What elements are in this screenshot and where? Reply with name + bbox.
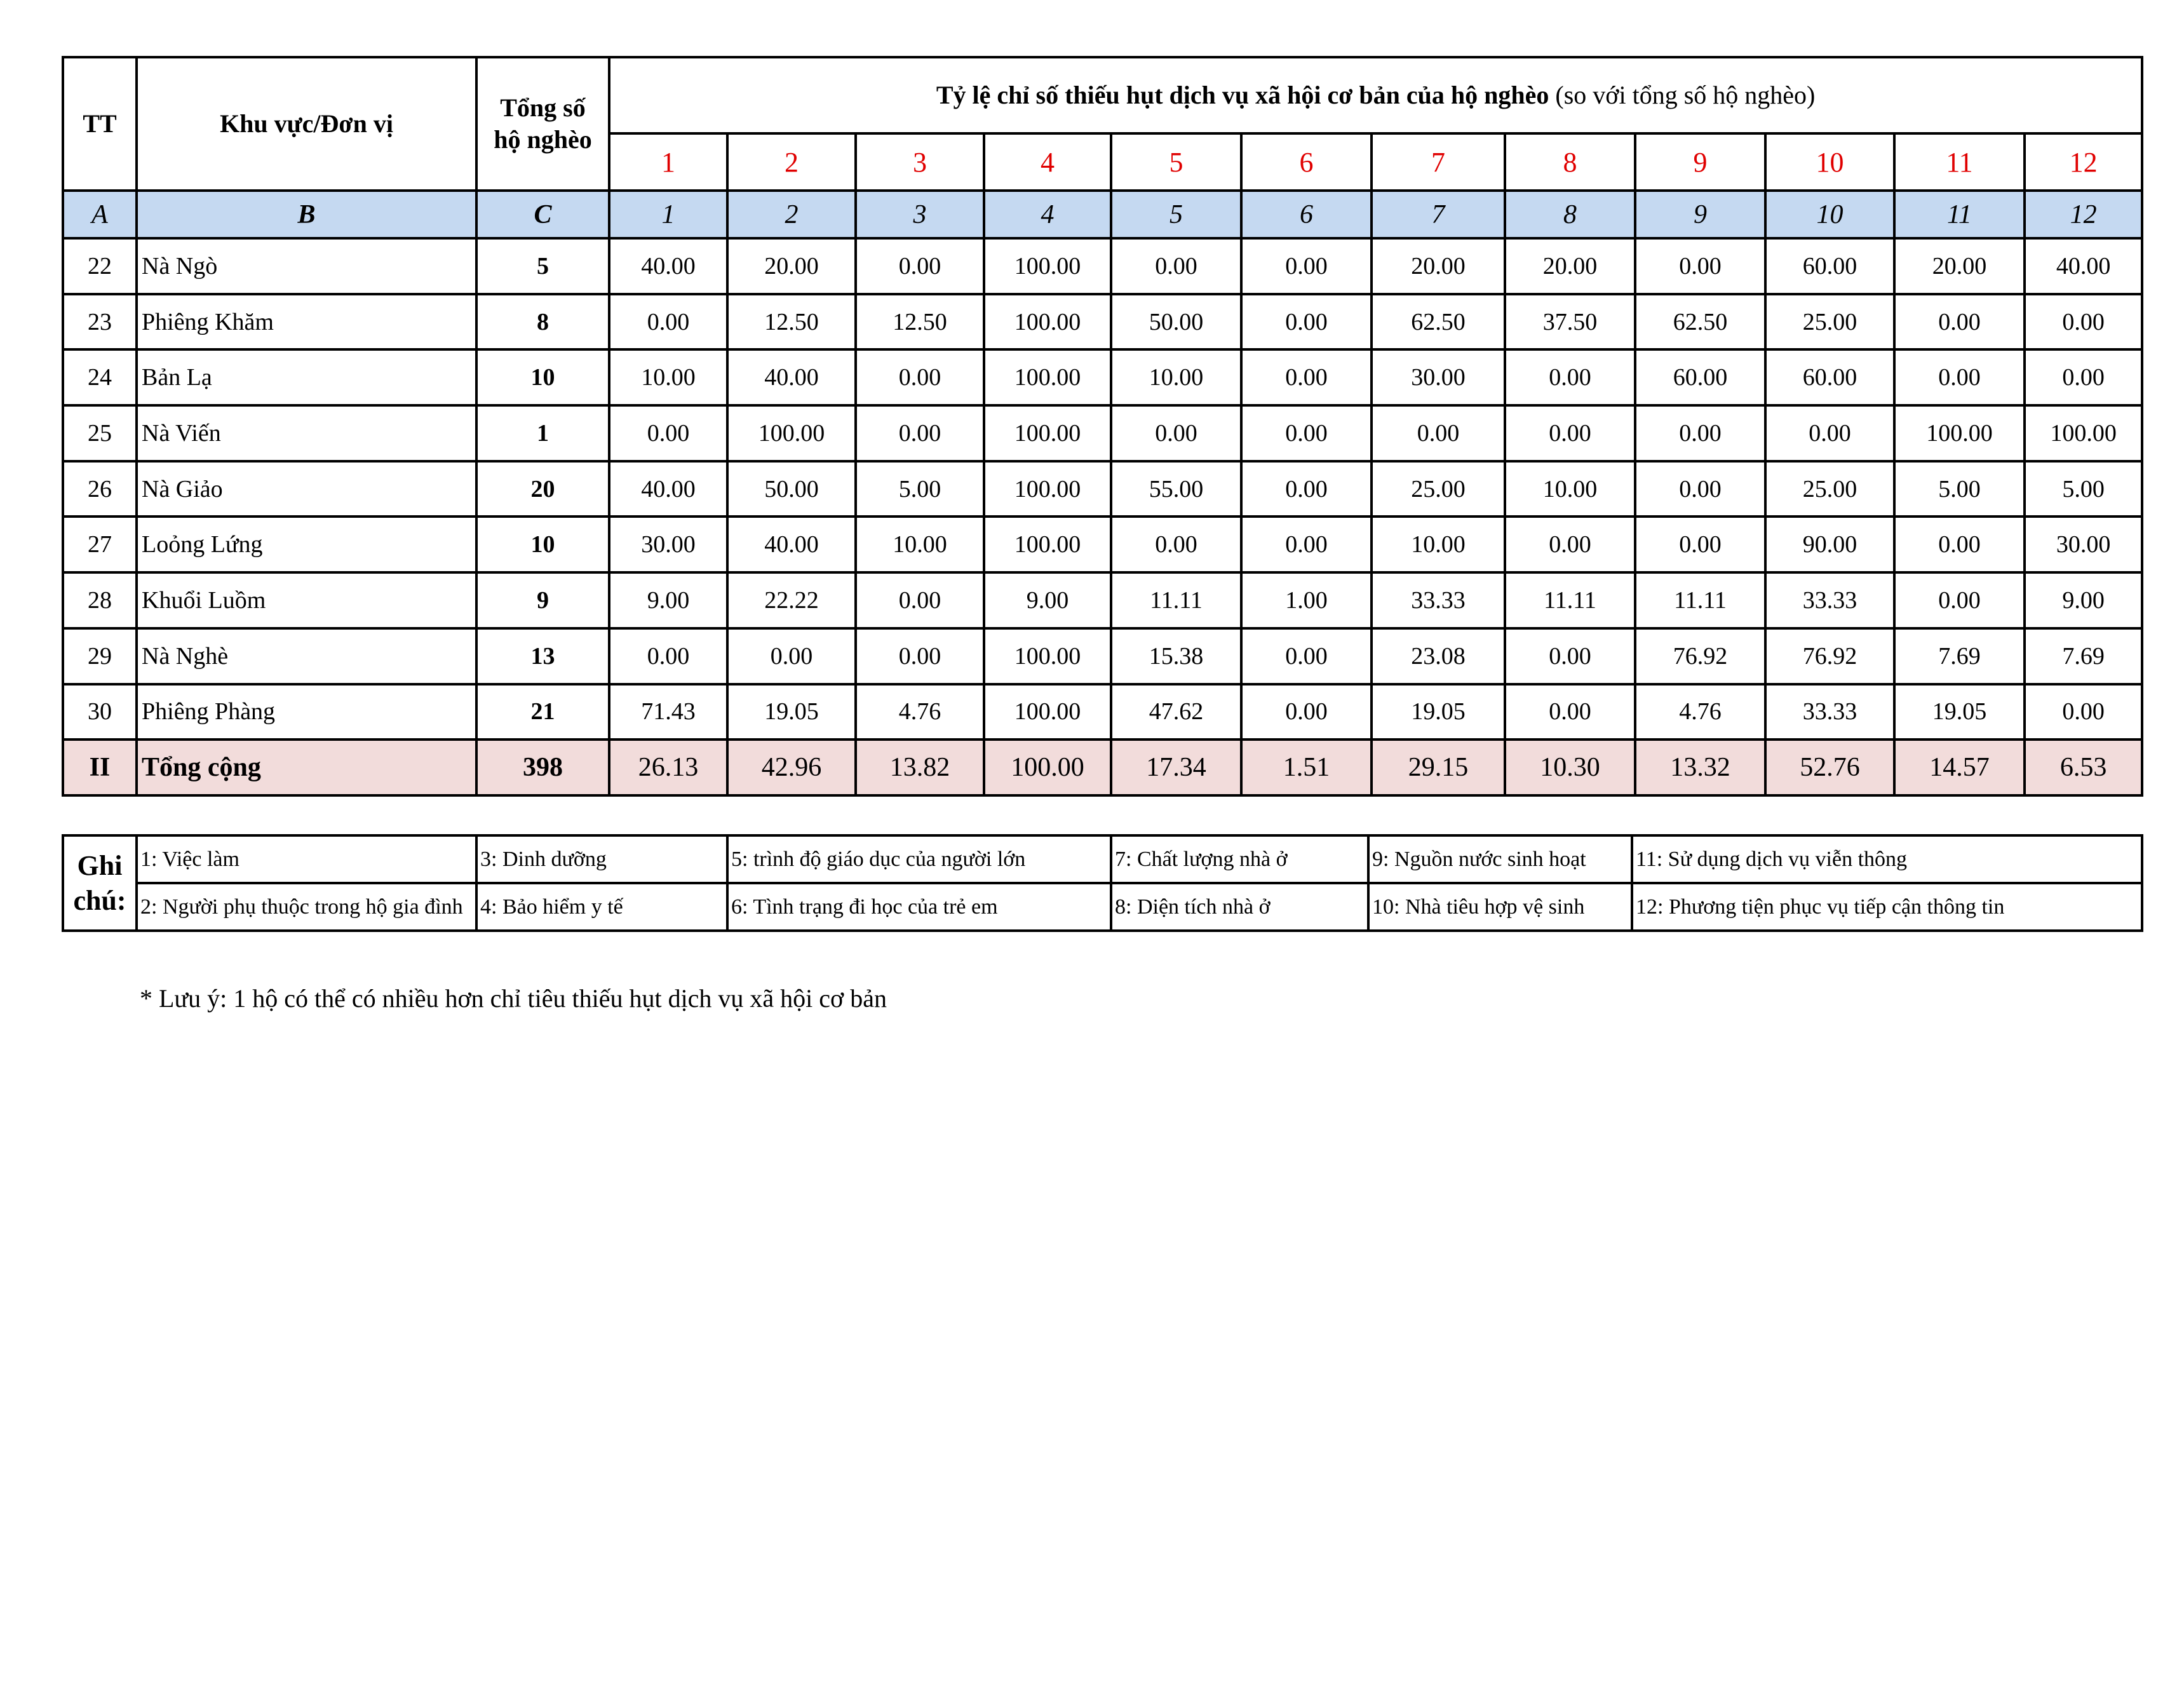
row-value-7: 0.00 <box>1372 405 1505 461</box>
row-value-5: 17.34 <box>1111 739 1241 795</box>
note-item: 5: trình độ giáo dục của người lớn <box>727 835 1111 883</box>
row-value-2: 40.00 <box>727 517 856 572</box>
table-row <box>63 238 2142 294</box>
row-value-6: 0.00 <box>1241 294 1372 350</box>
row-value-4: 100.00 <box>984 405 1111 461</box>
row-value-6: 0.00 <box>1241 461 1372 517</box>
table-row <box>63 684 2142 740</box>
indicator-number: 4 <box>984 133 1111 191</box>
row-value-9: 0.00 <box>1635 517 1765 572</box>
row-value-9: 0.00 <box>1635 405 1765 461</box>
row-total-households: 398 <box>476 739 609 795</box>
group-title-normal: (so với tổng số hộ nghèo) <box>1549 81 1816 109</box>
row-value-12: 40.00 <box>2025 238 2142 294</box>
row-value-5: 10.00 <box>1111 349 1241 405</box>
note-item: 12: Phương tiện phục vụ tiếp cận thông tin <box>1632 883 2142 931</box>
row-value-6: 0.00 <box>1241 349 1372 405</box>
row-value-12: 30.00 <box>2025 517 2142 572</box>
row-value-6: 1.51 <box>1241 739 1372 795</box>
row-value-2: 22.22 <box>727 572 856 628</box>
row-tt: 24 <box>63 349 137 405</box>
indicator-number: 1 <box>609 133 727 191</box>
row-value-4: 100.00 <box>984 461 1111 517</box>
indicator-number: 9 <box>1635 133 1765 191</box>
row-value-5: 0.00 <box>1111 405 1241 461</box>
row-total-households: 9 <box>476 572 609 628</box>
row-value-8: 10.00 <box>1505 461 1635 517</box>
row-value-1: 40.00 <box>609 238 727 294</box>
row-value-11: 0.00 <box>1894 572 2025 628</box>
row-area-name: Nà Viến <box>137 405 476 461</box>
row-value-9: 62.50 <box>1635 294 1765 350</box>
row-value-7: 33.33 <box>1372 572 1505 628</box>
row-total-households: 5 <box>476 238 609 294</box>
table-row <box>63 572 2142 628</box>
code-number: 3 <box>856 191 984 238</box>
code-number: 8 <box>1505 191 1635 238</box>
row-value-5: 0.00 <box>1111 238 1241 294</box>
row-value-10: 0.00 <box>1765 405 1894 461</box>
header-total-line1: Tổng số <box>500 93 586 122</box>
row-value-5: 0.00 <box>1111 517 1241 572</box>
row-value-7: 25.00 <box>1372 461 1505 517</box>
row-total-households: 8 <box>476 294 609 350</box>
indicator-number: 8 <box>1505 133 1635 191</box>
header-total-households <box>476 57 609 191</box>
table-row <box>63 517 2142 572</box>
indicator-number: 3 <box>856 133 984 191</box>
code-b: B <box>137 191 476 238</box>
row-value-11: 5.00 <box>1894 461 2025 517</box>
row-value-7: 19.05 <box>1372 684 1505 740</box>
indicator-number: 2 <box>727 133 856 191</box>
row-value-4: 100.00 <box>984 684 1111 740</box>
row-value-2: 20.00 <box>727 238 856 294</box>
row-value-4: 100.00 <box>984 517 1111 572</box>
row-value-2: 19.05 <box>727 684 856 740</box>
row-value-1: 9.00 <box>609 572 727 628</box>
code-number: 9 <box>1635 191 1765 238</box>
row-value-7: 20.00 <box>1372 238 1505 294</box>
code-number: 10 <box>1765 191 1894 238</box>
table-row <box>63 461 2142 517</box>
row-value-2: 0.00 <box>727 628 856 684</box>
row-value-8: 37.50 <box>1505 294 1635 350</box>
row-value-12: 0.00 <box>2025 684 2142 740</box>
row-area-name: Nà Giảo <box>137 461 476 517</box>
row-value-2: 12.50 <box>727 294 856 350</box>
row-area-name: Nà Nghè <box>137 628 476 684</box>
row-tt: 23 <box>63 294 137 350</box>
row-value-8: 0.00 <box>1505 517 1635 572</box>
row-value-7: 10.00 <box>1372 517 1505 572</box>
row-value-10: 60.00 <box>1765 238 1894 294</box>
note-item: 9: Nguồn nước sinh hoạt <box>1368 835 1632 883</box>
row-value-1: 71.43 <box>609 684 727 740</box>
row-value-1: 26.13 <box>609 739 727 795</box>
row-value-10: 76.92 <box>1765 628 1894 684</box>
row-value-9: 11.11 <box>1635 572 1765 628</box>
row-value-6: 0.00 <box>1241 517 1372 572</box>
header-row <box>63 57 2142 133</box>
code-number: 4 <box>984 191 1111 238</box>
note-item: 11: Sử dụng dịch vụ viễn thông <box>1632 835 2142 883</box>
row-total-households: 10 <box>476 517 609 572</box>
row-value-9: 60.00 <box>1635 349 1765 405</box>
note-item: 7: Chất lượng nhà ở <box>1111 835 1368 883</box>
row-total-households: 13 <box>476 628 609 684</box>
table-row <box>63 628 2142 684</box>
table-row <box>63 405 2142 461</box>
row-value-1: 30.00 <box>609 517 727 572</box>
row-tt: 30 <box>63 684 137 740</box>
code-number: 11 <box>1894 191 2025 238</box>
row-value-9: 4.76 <box>1635 684 1765 740</box>
row-value-9: 0.00 <box>1635 461 1765 517</box>
footnote: * Lưu ý: 1 hộ có thể có nhiều hơn chỉ tiêu thiếu hụt dịch vụ xã hội cơ bản <box>140 984 887 1013</box>
row-area-name: Nà Ngò <box>137 238 476 294</box>
indicator-number: 12 <box>2025 133 2142 191</box>
row-value-1: 40.00 <box>609 461 727 517</box>
row-value-2: 100.00 <box>727 405 856 461</box>
indicator-number: 7 <box>1372 133 1505 191</box>
row-value-3: 0.00 <box>856 628 984 684</box>
code-a: A <box>63 191 137 238</box>
row-value-4: 100.00 <box>984 628 1111 684</box>
row-value-10: 60.00 <box>1765 349 1894 405</box>
row-area-name: Bản Lạ <box>137 349 476 405</box>
row-value-1: 10.00 <box>609 349 727 405</box>
row-value-12: 7.69 <box>2025 628 2142 684</box>
notes-row <box>63 835 2142 883</box>
header-tt: TT <box>63 57 137 191</box>
row-tt: 28 <box>63 572 137 628</box>
row-area-name: Tổng cộng <box>137 739 476 795</box>
header-total-line2: hộ nghèo <box>494 125 592 154</box>
row-value-9: 0.00 <box>1635 238 1765 294</box>
code-number: 7 <box>1372 191 1505 238</box>
row-value-6: 0.00 <box>1241 628 1372 684</box>
row-value-3: 4.76 <box>856 684 984 740</box>
row-value-11: 20.00 <box>1894 238 2025 294</box>
row-value-11: 0.00 <box>1894 294 2025 350</box>
code-number: 1 <box>609 191 727 238</box>
row-value-8: 11.11 <box>1505 572 1635 628</box>
row-value-1: 0.00 <box>609 628 727 684</box>
row-total-households: 21 <box>476 684 609 740</box>
row-value-10: 25.00 <box>1765 461 1894 517</box>
row-value-7: 62.50 <box>1372 294 1505 350</box>
notes-label-line2: chú: <box>73 885 126 916</box>
row-value-5: 15.38 <box>1111 628 1241 684</box>
row-value-7: 30.00 <box>1372 349 1505 405</box>
row-value-12: 5.00 <box>2025 461 2142 517</box>
row-value-6: 0.00 <box>1241 684 1372 740</box>
note-item: 6: Tình trạng đi học của trẻ em <box>727 883 1111 931</box>
indicator-number: 11 <box>1894 133 2025 191</box>
row-value-8: 10.30 <box>1505 739 1635 795</box>
row-tt: 29 <box>63 628 137 684</box>
row-area-name: Phiêng Phàng <box>137 684 476 740</box>
row-value-1: 0.00 <box>609 405 727 461</box>
note-item: 2: Người phụ thuộc trong hộ gia đình <box>137 883 476 931</box>
row-value-4: 100.00 <box>984 739 1111 795</box>
note-item: 3: Dinh dưỡng <box>476 835 727 883</box>
row-value-3: 13.82 <box>856 739 984 795</box>
row-area-name: Khuổi Luồm <box>137 572 476 628</box>
row-value-10: 52.76 <box>1765 739 1894 795</box>
row-value-11: 0.00 <box>1894 349 2025 405</box>
row-value-2: 42.96 <box>727 739 856 795</box>
row-value-2: 40.00 <box>727 349 856 405</box>
row-value-1: 0.00 <box>609 294 727 350</box>
row-value-9: 76.92 <box>1635 628 1765 684</box>
row-value-3: 5.00 <box>856 461 984 517</box>
row-value-9: 13.32 <box>1635 739 1765 795</box>
row-value-8: 0.00 <box>1505 628 1635 684</box>
row-value-11: 19.05 <box>1894 684 2025 740</box>
row-value-3: 12.50 <box>856 294 984 350</box>
row-value-3: 0.00 <box>856 572 984 628</box>
poverty-deficit-table <box>62 56 2143 797</box>
note-item: 8: Diện tích nhà ở <box>1111 883 1368 931</box>
row-value-4: 100.00 <box>984 238 1111 294</box>
code-c: C <box>476 191 609 238</box>
row-value-2: 50.00 <box>727 461 856 517</box>
row-value-6: 0.00 <box>1241 238 1372 294</box>
row-value-5: 55.00 <box>1111 461 1241 517</box>
row-value-4: 100.00 <box>984 349 1111 405</box>
row-value-12: 9.00 <box>2025 572 2142 628</box>
table-row <box>63 349 2142 405</box>
row-value-11: 14.57 <box>1894 739 2025 795</box>
row-value-5: 50.00 <box>1111 294 1241 350</box>
row-area-name: Loỏng Lứng <box>137 517 476 572</box>
row-value-5: 11.11 <box>1111 572 1241 628</box>
row-value-4: 100.00 <box>984 294 1111 350</box>
notes-label <box>63 835 137 931</box>
header-group-title <box>609 57 2142 133</box>
row-value-12: 6.53 <box>2025 739 2142 795</box>
row-value-8: 20.00 <box>1505 238 1635 294</box>
row-tt: 22 <box>63 238 137 294</box>
row-tt: 27 <box>63 517 137 572</box>
row-value-7: 29.15 <box>1372 739 1505 795</box>
row-value-12: 0.00 <box>2025 294 2142 350</box>
row-value-11: 0.00 <box>1894 517 2025 572</box>
row-value-6: 1.00 <box>1241 572 1372 628</box>
row-value-11: 100.00 <box>1894 405 2025 461</box>
header-area: Khu vực/Đơn vị <box>137 57 476 191</box>
row-tt: 25 <box>63 405 137 461</box>
table-row <box>63 294 2142 350</box>
row-value-12: 100.00 <box>2025 405 2142 461</box>
row-value-12: 0.00 <box>2025 349 2142 405</box>
row-value-10: 33.33 <box>1765 572 1894 628</box>
row-value-10: 25.00 <box>1765 294 1894 350</box>
row-value-3: 0.00 <box>856 349 984 405</box>
row-value-11: 7.69 <box>1894 628 2025 684</box>
total-row <box>63 739 2142 795</box>
row-area-name: Phiêng Khăm <box>137 294 476 350</box>
code-number: 2 <box>727 191 856 238</box>
column-code-row <box>63 191 2142 238</box>
row-value-8: 0.00 <box>1505 684 1635 740</box>
note-item: 4: Bảo hiểm y tế <box>476 883 727 931</box>
row-value-7: 23.08 <box>1372 628 1505 684</box>
code-number: 5 <box>1111 191 1241 238</box>
indicator-number: 6 <box>1241 133 1372 191</box>
group-title-bold: Tỷ lệ chỉ số thiếu hụt dịch vụ xã hội cơ bản của hộ nghèo <box>936 81 1549 109</box>
row-tt: 26 <box>63 461 137 517</box>
row-total-households: 10 <box>476 349 609 405</box>
row-value-5: 47.62 <box>1111 684 1241 740</box>
indicator-number: 10 <box>1765 133 1894 191</box>
note-item: 10: Nhà tiêu hợp vệ sinh <box>1368 883 1632 931</box>
notes-row <box>63 883 2142 931</box>
indicator-number: 5 <box>1111 133 1241 191</box>
row-value-6: 0.00 <box>1241 405 1372 461</box>
row-value-4: 9.00 <box>984 572 1111 628</box>
notes-table <box>62 834 2143 932</box>
code-number: 12 <box>2025 191 2142 238</box>
row-tt: II <box>63 739 137 795</box>
row-value-3: 10.00 <box>856 517 984 572</box>
row-value-8: 0.00 <box>1505 405 1635 461</box>
notes-label-line1: Ghi <box>77 850 123 881</box>
row-value-8: 0.00 <box>1505 349 1635 405</box>
code-number: 6 <box>1241 191 1372 238</box>
row-value-3: 0.00 <box>856 405 984 461</box>
row-total-households: 20 <box>476 461 609 517</box>
row-total-households: 1 <box>476 405 609 461</box>
note-item: 1: Việc làm <box>137 835 476 883</box>
row-value-10: 90.00 <box>1765 517 1894 572</box>
row-value-3: 0.00 <box>856 238 984 294</box>
row-value-10: 33.33 <box>1765 684 1894 740</box>
